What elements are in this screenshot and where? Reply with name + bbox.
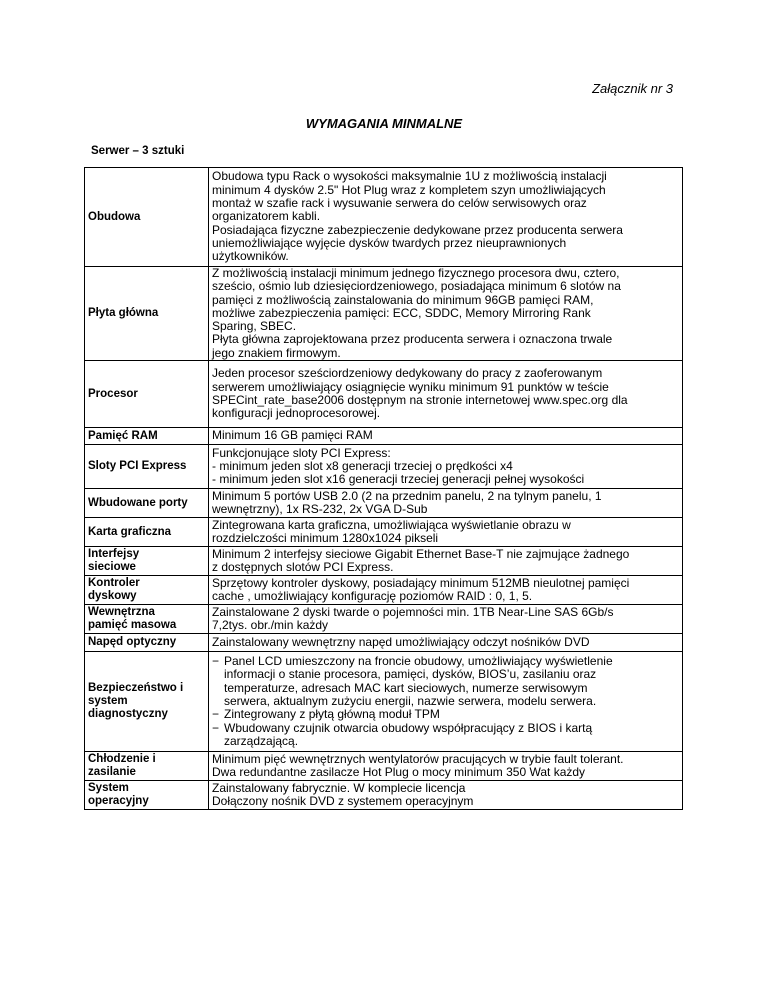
description-line: Zintegrowana karta graficzna, umożliwiająca wyświetlanie obrazu w [212, 517, 571, 532]
description-line: Płyta główna zaprojektowana przez producenta serwera i oznaczona trwale [212, 332, 613, 347]
description-line: Z możliwością instalacji minimum jednego fizycznego procesora dwu, cztero, [212, 266, 620, 280]
table-row [85, 605, 683, 634]
description-line: - minimum jeden slot x8 generacji trzeciej o prędkości x4 [212, 458, 513, 473]
description-line: minimum 4 dysków 2.5" Hot Plug wraz z kompletem szyn umożliwiających [212, 182, 606, 197]
description-line: SPECint_rate_base2006 dostępnym na stronie internetowej www.spec.org dla [212, 393, 628, 408]
row-description-cell [209, 781, 683, 810]
bullet-text: Zintegrowany z płytą główną moduł TPM [224, 707, 440, 722]
description-line: możliwe zabezpieczenia pamięci: ECC, SDDC, Memory Mirroring Rank [212, 305, 591, 320]
row-label: pamięć masowa [88, 619, 177, 632]
row-description-cell [209, 547, 683, 576]
row-label-cell [85, 634, 209, 652]
document-subtitle: Serwer – 3 sztuki [91, 145, 185, 157]
table-row [85, 168, 683, 267]
description-line: Funkcjonujące sloty PCI Express: [212, 445, 391, 460]
document-title: WYMAGANIA MINMALNE [305, 116, 463, 131]
description-line: Minimum pięć wewnętrznych wentylatorów pracujących w trybie fault tolerant. [212, 751, 624, 766]
description-line: Obudowa typu Rack o wysokości maksymalnie 1U z możliwością instalacji [212, 169, 607, 184]
row-description-cell [209, 752, 683, 781]
description-line: Sparing, SBEC. [212, 319, 297, 334]
description-line: jego znakiem firmowym. [212, 345, 341, 360]
row-label-cell [85, 361, 209, 428]
row-label-cell [85, 518, 209, 547]
bullet-marker: − [212, 707, 220, 722]
row-label-cell [85, 652, 209, 752]
description-line: 7,2tys. obr./min każdy [212, 618, 329, 633]
row-label: Płyta główna [88, 307, 159, 320]
row-description-cell [209, 489, 683, 518]
description-line: Sprzętowy kontroler dyskowy, posiadający minimum 512MB nieulotnej pamięci [212, 575, 630, 590]
row-description-cell [209, 576, 683, 605]
bullet-continuation: temperaturze, adresach MAC kart sieciowych, numerze serwisowym [224, 680, 588, 695]
row-description-cell [209, 605, 683, 634]
description-line: - minimum jeden slot x16 generacji trzeciej generacji pełnej wysokości [212, 472, 585, 487]
description-line: Jeden procesor sześciordzeniowy dedykowany do pracy z zaoferowanym [212, 366, 603, 381]
table-row [85, 428, 683, 445]
description-line: konfiguracji jednoprocesorowej. [212, 406, 381, 421]
description-line: montaż w szafie rack i wysuwanie serwera do celów serwisowych oraz [212, 196, 587, 211]
attachment-number: Załącznik nr 3 [592, 81, 673, 96]
table-row [85, 781, 683, 810]
bullet-item [212, 708, 682, 721]
row-label: Interfejsy [88, 548, 140, 561]
row-description-cell [209, 267, 683, 361]
table-row [85, 752, 683, 781]
row-label: Procesor [88, 387, 138, 400]
description-line: Dołączony nośnik DVD z systemem operacyjnym [212, 794, 474, 809]
description-line: Zainstalowany fabrycznie. W komplecie licencja [212, 780, 466, 795]
description-line: Minimum 5 portów USB 2.0 (2 na przednim panelu, 2 na tylnym panelu, 1 [212, 488, 602, 503]
table-row [85, 547, 683, 576]
bullet-text: Wbudowany czujnik otwarcia obudowy współpracujący z BIOS i kartą [224, 720, 593, 735]
description-line: użytkowników. [212, 249, 289, 264]
bullet-continuation: serwera, aktualnym zużyciu energii, nazwie serwera, modelu serwera. [224, 693, 597, 708]
row-label-cell [85, 605, 209, 634]
description-line: Posiadająca fizyczne zabezpieczenie dedykowane przez producenta serwera [212, 222, 623, 237]
row-label: zasilanie [88, 766, 136, 779]
row-description-cell [209, 518, 683, 547]
row-label-cell [85, 781, 209, 810]
requirements-table [84, 167, 683, 810]
table-row [85, 361, 683, 428]
row-label-cell [85, 445, 209, 489]
row-label: Wbudowane porty [88, 496, 188, 509]
bullet-text: Panel LCD umieszczony na froncie obudowy, umożliwiający wyświetlenie [224, 654, 613, 669]
bullet-marker: − [212, 654, 220, 669]
row-label: Pamięć RAM [88, 429, 158, 442]
row-label: Karta graficzna [88, 525, 172, 538]
description-line: Minimum 16 GB pamięci RAM [212, 428, 373, 443]
table-row [85, 652, 683, 752]
row-label: Kontroler [88, 577, 140, 590]
bullet-continuation: zarządzającą. [224, 733, 299, 748]
row-label-cell [85, 267, 209, 361]
row-label: Chłodzenie i [88, 753, 156, 766]
row-description-cell [209, 652, 683, 752]
row-label: sieciowe [88, 561, 136, 574]
description-line: Dwa redundantne zasilacze Hot Plug o mocy minimum 350 Wat każdy [212, 765, 586, 780]
row-label: Obudowa [88, 210, 141, 223]
row-description-cell [209, 168, 683, 267]
row-label-cell [85, 576, 209, 605]
description-line: uniemożliwiające wyjęcie dysków twardych przez nieuprawnionych [212, 235, 567, 250]
table-row [85, 634, 683, 652]
description-line: rozdzielczości minimum 1280x1024 pikseli [212, 531, 439, 546]
row-description-cell [209, 634, 683, 652]
description-line: Minimum 2 interfejsy sieciowe Gigabit Ethernet Base-T nie zajmujące żadnego [212, 546, 630, 561]
description-line: Zainstalowane 2 dyski twarde o pojemności min. 1TB Near-Line SAS 6Gb/s [212, 604, 614, 619]
row-label-cell [85, 428, 209, 445]
table-row [85, 445, 683, 489]
description-line: sześcio, ośmio lub dziesięciordzeniowego, posiadająca minimum 6 slotów na [212, 279, 621, 294]
table-row [85, 489, 683, 518]
table-row [85, 267, 683, 361]
row-description-cell [209, 361, 683, 428]
row-label: Sloty PCI Express [88, 460, 187, 473]
description-line: cache , umożliwiający konfigurację poziomów RAID : 0, 1, 5. [212, 589, 533, 604]
bullet-item [212, 722, 682, 735]
description-line: organizatorem kabli. [212, 209, 321, 224]
row-label: system [88, 695, 128, 708]
row-description-cell [209, 428, 683, 445]
bullet-item [212, 655, 682, 668]
row-label: Bezpieczeństwo i [88, 682, 184, 695]
row-label: Wewnętrzna [88, 606, 155, 619]
table-row [85, 518, 683, 547]
row-label-cell [85, 489, 209, 518]
row-label-cell [85, 547, 209, 576]
row-description-cell [209, 445, 683, 489]
row-label: Napęd optyczny [88, 636, 177, 649]
description-line: pamięci z możliwością zainstalowania do minimum 96GB pamięci RAM, [212, 292, 594, 307]
bullet-marker: − [212, 720, 220, 735]
table-row [85, 576, 683, 605]
row-label-cell [85, 168, 209, 267]
description-line: Zainstalowany wewnętrzny napęd umożliwiający odczyt nośników DVD [212, 634, 590, 649]
requirements-table-body [85, 168, 683, 810]
description-line: z dostępnych slotów PCI Express. [212, 560, 394, 575]
bullet-continuation: informacji o stanie procesora, pamięci, dysków, BIOS’u, zasilaniu oraz [224, 667, 597, 682]
row-label: diagnostyczny [88, 708, 168, 721]
row-label: dyskowy [88, 590, 137, 603]
row-label-cell [85, 752, 209, 781]
row-label: operacyjny [88, 795, 149, 808]
description-line: wewnętrzny), 1x RS-232, 2x VGA D-Sub [212, 502, 428, 517]
row-label: System [88, 782, 129, 795]
description-line: serwerem umożliwiający osiągnięcie wyniku minimum 91 punktów w teście [212, 379, 609, 394]
